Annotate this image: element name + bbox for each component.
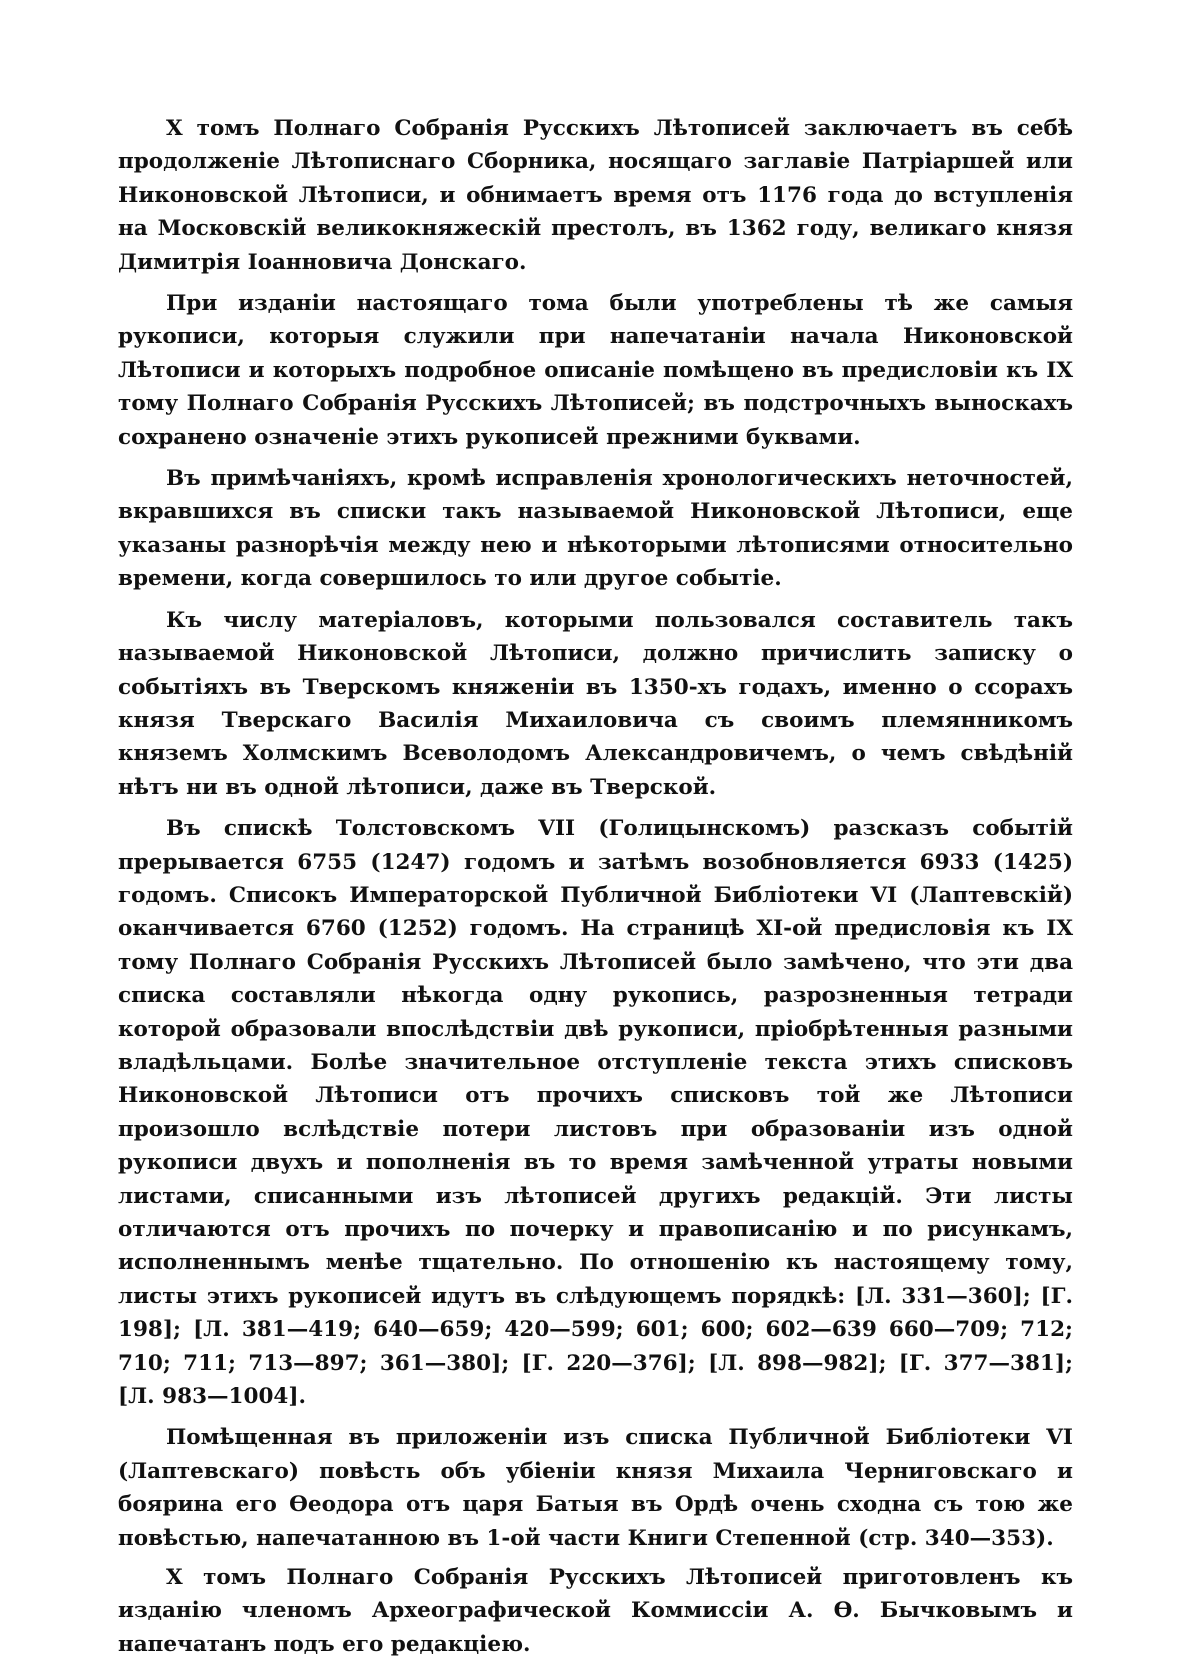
paragraph-7: X томъ Полнаго Собранія Русскихъ Лѣтописей приготовленъ къ изданію членомъ Археографической Коммиссіи А. Ѳ. Бычковымъ и напечатанъ подъ его редакціею. [118, 1565, 1073, 1657]
paragraph-6: Помѣщенная въ приложеніи изъ списка Публичной Библіотеки VI (Лаптевскаго) повѣсть объ убіеніи князя Михаила Черниговскаго и боярина его Ѳеодора отъ царя Батыя въ Ордѣ очень сходна съ тою же повѣстью, напечатанною въ 1-ой части Книги Степенной (стр. 340—353). [118, 1425, 1073, 1551]
paragraph-1: X томъ Полнаго Собранія Русскихъ Лѣтописей заключаетъ въ себѣ продолженіе Лѣтописнаго Сборника, носящаго заглавіе Патріаршей или Никоновской Лѣтописи, и обнимаетъ время отъ 1176 года до вступленія на Московскій великокняжескій престолъ, въ 1362 году, великаго князя Димитрія Іоанновича Донскаго. [118, 116, 1073, 275]
paragraph-5: Въ спискѣ Толстовскомъ VII (Голицынскомъ) разсказъ событій прерывается 6755 (1247) годомъ и затѣмъ возобновляется 6933 (1425) годомъ. Списокъ Императорской Публичной Библіотеки VI (Лаптевскій) оканчивается 6760 (1252) годомъ. На страницѣ XI-ой предисловія къ IX тому Полнаго Собранія Русскихъ Лѣтописей было замѣчено, что эти два списка составляли нѣкогда одну рукопись, разрозненныя тетради которой образовали впослѣдствіи двѣ рукописи, пріобрѣтенныя разными владѣльцами. Болѣе значительное отступленіе текста этихъ списковъ Никоновской Лѣтописи отъ прочихъ списковъ той же Лѣтописи произошло вслѣдствіе потери листовъ при образованіи изъ одной рукописи двухъ и пополненія въ то время замѣченной утраты новыми листами, списанными изъ лѣтописей другихъ редакцій. Эти листы отличаются отъ прочихъ по почерку и правописанію и по рисункамъ, исполненнымъ менѣе тщательно. По отношенію къ настоящему тому, листы этихъ рукописей идутъ въ слѣдующемъ порядкѣ: [Л. 331—360]; [Г. 198]; [Л. 381—419; 640—659; 420—599; 601; 600; 602—639 660—709; 712; 710; 711; 713—897; 361—380]; [Г. 220—376]; [Л. 898—982]; [Г. 377—381]; [Л. 983—1004]. [118, 816, 1073, 1410]
paragraph-2: При изданіи настоящаго тома были употреблены тѣ же самыя рукописи, которыя служили при напечатаніи начала Никоновской Лѣтописи и которыхъ подробное описаніе помѣщено въ предисловіи къ IX тому Полнаго Собранія Русскихъ Лѣтописей; въ подстрочныхъ выноскахъ сохранено означеніе этихъ рукописей прежними буквами. [118, 291, 1073, 450]
paragraph-4: Къ числу матеріаловъ, которыми пользовался составитель такъ называемой Никоновской Лѣтописи, должно причислить записку о событіяхъ въ Тверскомъ княженіи въ 1350-хъ годахъ, именно о ссорахъ князя Тверскаго Василія Михаиловича съ своимъ племянникомъ княземъ Холмскимъ Всеволодомъ Александровичемъ, о чемъ свѣдѣній нѣтъ ни въ одной лѣтописи, даже въ Тверской. [118, 607, 1073, 800]
paragraph-3: Въ примѣчаніяхъ, кромѣ исправленія хронологическихъ неточностей, вкравшихся въ списки такъ называемой Никоновской Лѣтописи, еще указаны разнорѣчія между нею и нѣкоторыми лѣтописями относительно времени, когда совершилось то или другое событіе. [118, 466, 1073, 592]
document-page [118, 112, 1073, 1667]
